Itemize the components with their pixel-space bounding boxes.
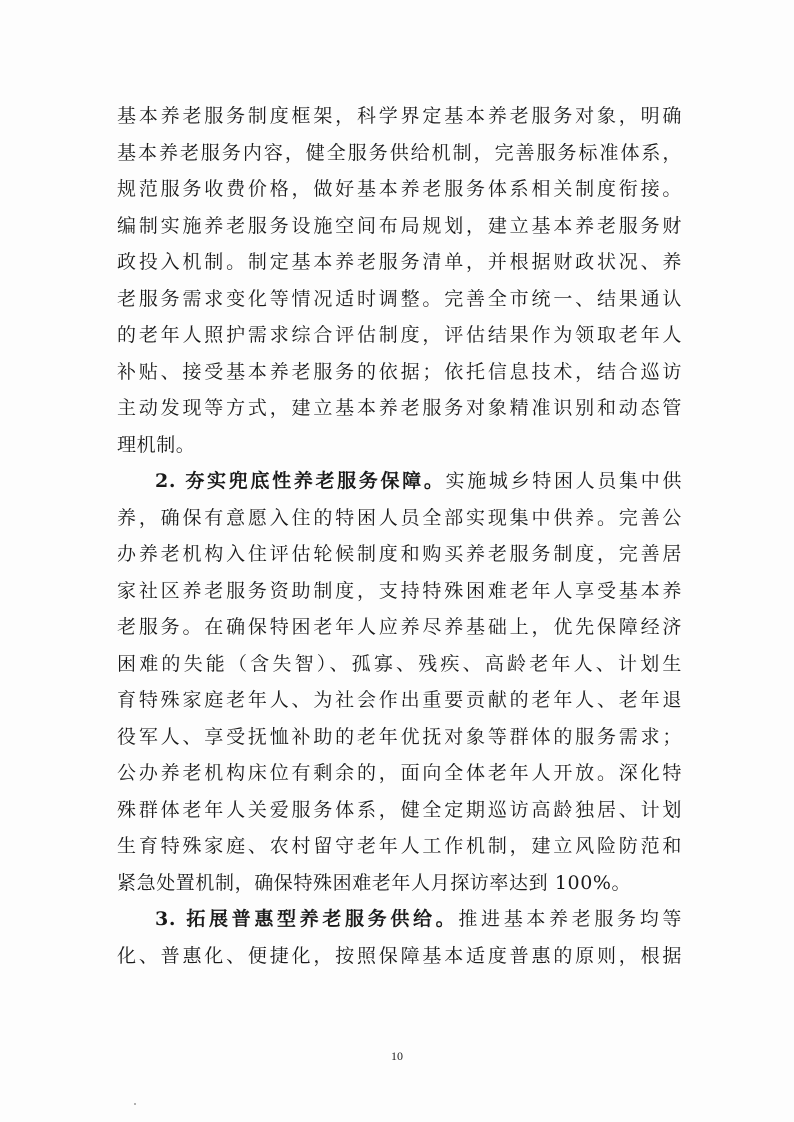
text-line: 规范服务收费价格，做好基本养老服务体系相关制度衔接。 — [117, 178, 682, 200]
section-heading: 2. 夯实兜底性养老服务保障。 — [155, 470, 446, 492]
scan-speck — [134, 1103, 136, 1105]
text-line: 役军人、享受抚恤补助的老年优抚对象等群体的服务需求； — [117, 725, 682, 748]
text-line: 困难的失能（含失智）、孤寡、残疾、高龄老年人、计划生 — [117, 652, 682, 675]
text-line: 家社区养老服务资助制度，支持特殊困难老年人享受基本养 — [117, 579, 682, 602]
text-line: 编制实施养老服务设施空间布局规划，建立基本养老服务财 — [117, 214, 682, 237]
text-line — [117, 901, 682, 938]
body-text — [117, 98, 682, 974]
text-line: 主动发现等方式，建立基本养老服务对象精准识别和动态管 — [117, 397, 682, 419]
text-line: 基本养老服务制度框架，科学界定基本养老服务对象，明确 — [117, 105, 682, 127]
section-heading: 3. 拓展普惠型养老服务供给。 — [155, 908, 459, 930]
text-line: 育特殊家庭老年人、为社会作出重要贡献的老年人、老年退 — [117, 689, 682, 711]
page-number: 10 — [391, 1049, 403, 1063]
text-line: 老服务需求变化等情况适时调整。完善全市统一、结果通认 — [117, 287, 682, 310]
paragraph-1 — [117, 98, 682, 463]
text-line: 理机制。 — [117, 433, 196, 456]
text-line: 基本养老服务内容，健全服务供给机制，完善服务标准体系， — [117, 141, 682, 164]
text-line — [117, 463, 682, 500]
text-line: 公办养老机构床位有剩余的，面向全体老年人开放。深化特 — [117, 762, 682, 784]
text-line: 政投入机制。制定基本养老服务清单，并根据财政状况、养 — [117, 251, 682, 273]
text-run: 实施城乡特困人员集中供 — [445, 470, 682, 492]
text-line: 殊群体老年人关爱服务体系，健全定期巡访高龄独居、计划 — [117, 798, 682, 821]
text-line: 补贴、接受基本养老服务的依据；依托信息技术，结合巡访 — [117, 360, 682, 383]
text-line: 老服务。在确保特困老年人应养尽养基础上，优先保障经济 — [117, 616, 682, 638]
paragraph-2 — [117, 463, 682, 901]
paragraph-3 — [117, 901, 682, 974]
text-line: 养，确保有意愿入住的特困人员全部实现集中供养。完善公 — [117, 506, 682, 529]
text-line: 生育特殊家庭、农村留守老年人工作机制，建立风险防范和 — [117, 835, 682, 857]
text-line: 办养老机构入住评估轮候制度和购买养老服务制度，完善居 — [117, 543, 682, 565]
text-line: 的老年人照护需求综合评估制度，评估结果作为领取老年人 — [117, 324, 682, 346]
text-run: 推进基本养老服务均等 — [458, 908, 682, 930]
text-line: 紧急处置机制，确保特殊困难老年人月探访率达到 100%。 — [117, 871, 632, 894]
text-line: 化、普惠化、便捷化，按照保障基本适度普惠的原则，根据 — [117, 944, 682, 967]
